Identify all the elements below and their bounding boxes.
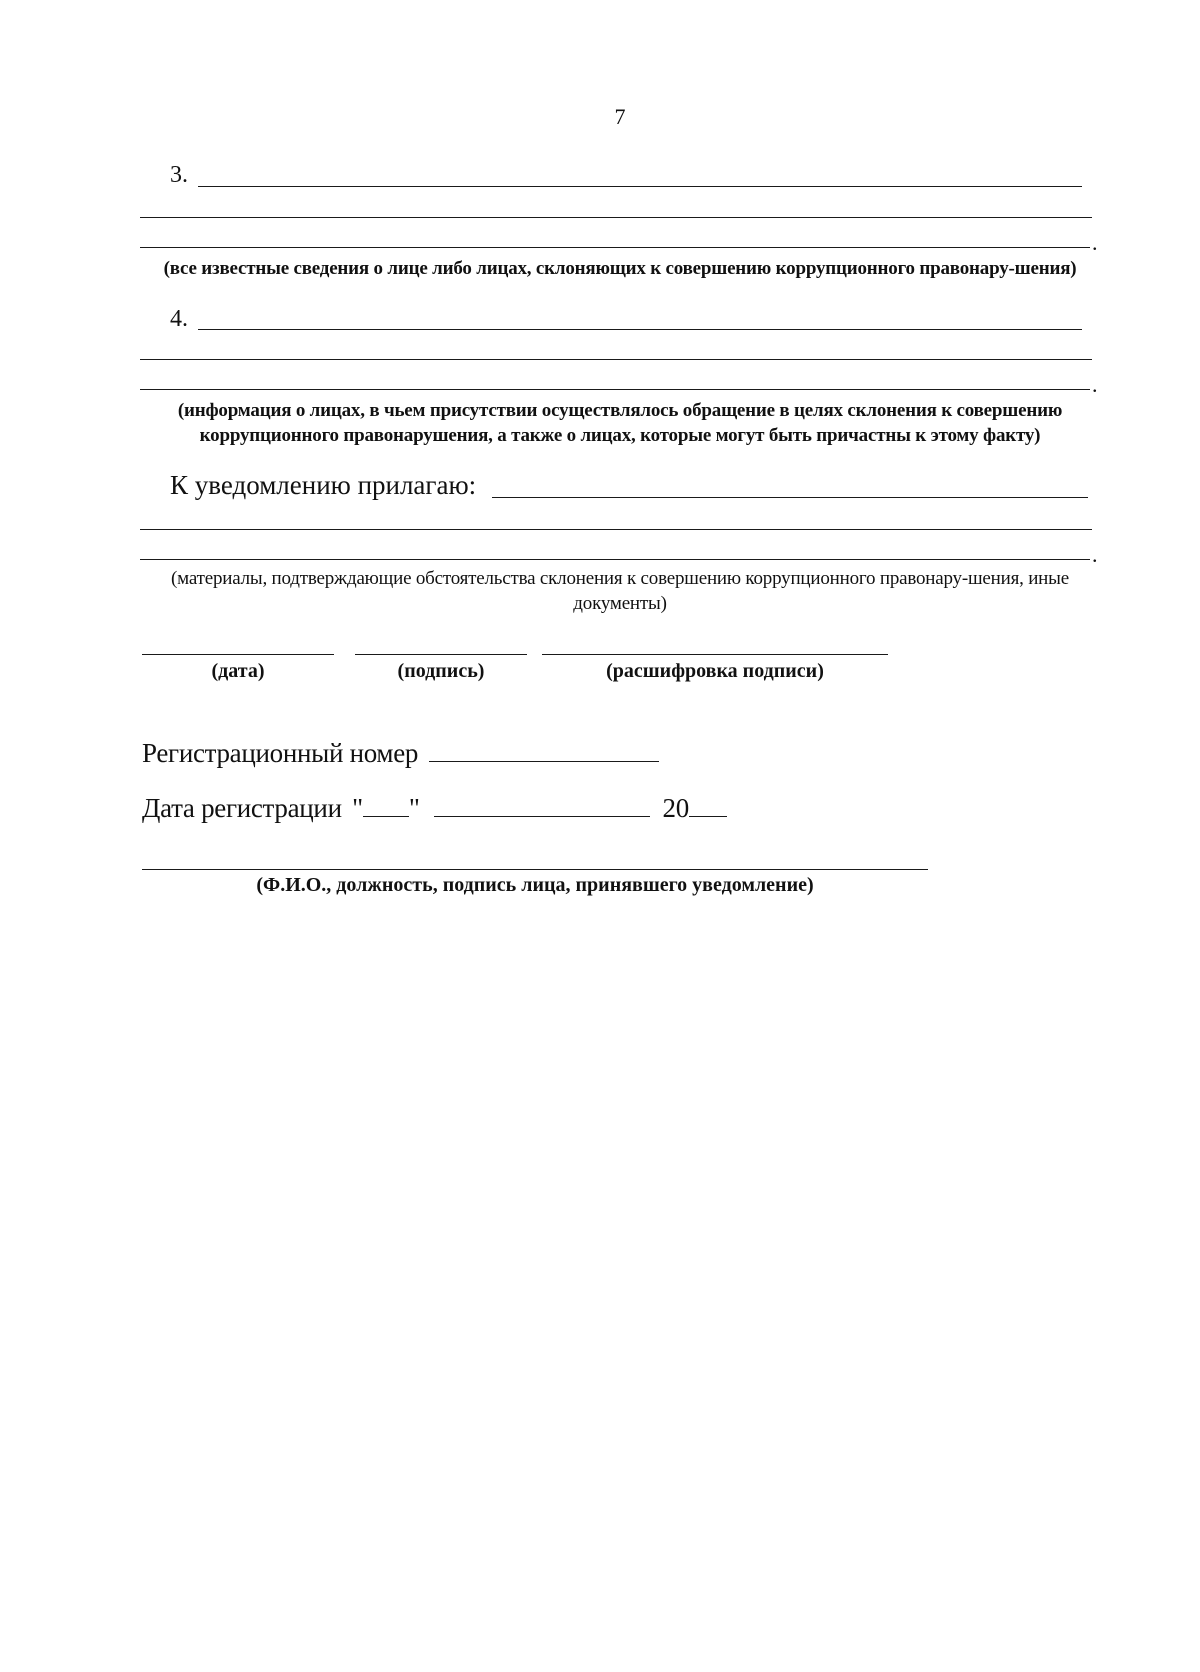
item-3-line-2[interactable] (140, 217, 1092, 218)
signature-line[interactable] (355, 654, 527, 655)
page-number: 7 (614, 104, 626, 129)
attachments-line-3[interactable] (140, 559, 1090, 560)
item-3-line-3[interactable] (140, 247, 1090, 248)
attachments-line-2[interactable] (140, 529, 1092, 530)
item-4-line-2[interactable] (140, 359, 1092, 360)
registration-day-field[interactable] (363, 794, 409, 817)
attachments-line-1[interactable] (492, 497, 1088, 498)
attachments-caption: (материалы, подтверждающие обстоятельства склонения к совершению коррупционного правонару-шения, иные документы) (171, 568, 1069, 614)
registration-number-field[interactable] (429, 739, 659, 762)
attachments-label: К уведомлению прилагаю: (170, 470, 477, 500)
item-3-label: 3. (170, 162, 188, 188)
receiver-line[interactable] (142, 869, 928, 870)
registration-month-field[interactable] (434, 794, 650, 817)
date-caption: (дата) (211, 660, 265, 682)
signature-caption: (подпись) (397, 660, 485, 682)
date-line[interactable] (142, 654, 334, 655)
registration-number-label: Регистрационный номер (142, 738, 419, 768)
registration-date-label: Дата регистрации (142, 793, 342, 823)
item-3-end-dot: . (1092, 230, 1098, 255)
decoding-line[interactable] (542, 654, 888, 655)
item-3-caption: (все известные сведения о лице либо лицах, склоняющих к совершению коррупционного правонару-шения) (163, 258, 1077, 279)
registration-number-row (142, 738, 659, 769)
item-4-end-dot: . (1092, 372, 1098, 397)
registration-year-field[interactable] (689, 794, 727, 817)
receiver-caption: (Ф.И.О., должность, подпись лица, принявшего уведомление) (256, 874, 814, 896)
year-prefix: 20 (662, 793, 689, 823)
item-4-caption: (информация о лицах, в чьем присутствии осуществлялось обращение в целях склонения к совершению коррупционного правонарушения, а также о лицах, которые могут быть причастны к этому факту) (177, 400, 1063, 446)
item-4-line-3[interactable] (140, 389, 1090, 390)
item-3-line-1[interactable] (198, 186, 1082, 187)
registration-date-row (142, 793, 727, 824)
item-4-line-1[interactable] (198, 329, 1082, 330)
attachments-end-dot: . (1092, 542, 1098, 567)
quote-close: " (408, 793, 420, 823)
decoding-caption: (расшифровка подписи) (606, 660, 824, 682)
item-4-label: 4. (170, 306, 188, 332)
quote-open: " (352, 793, 363, 823)
